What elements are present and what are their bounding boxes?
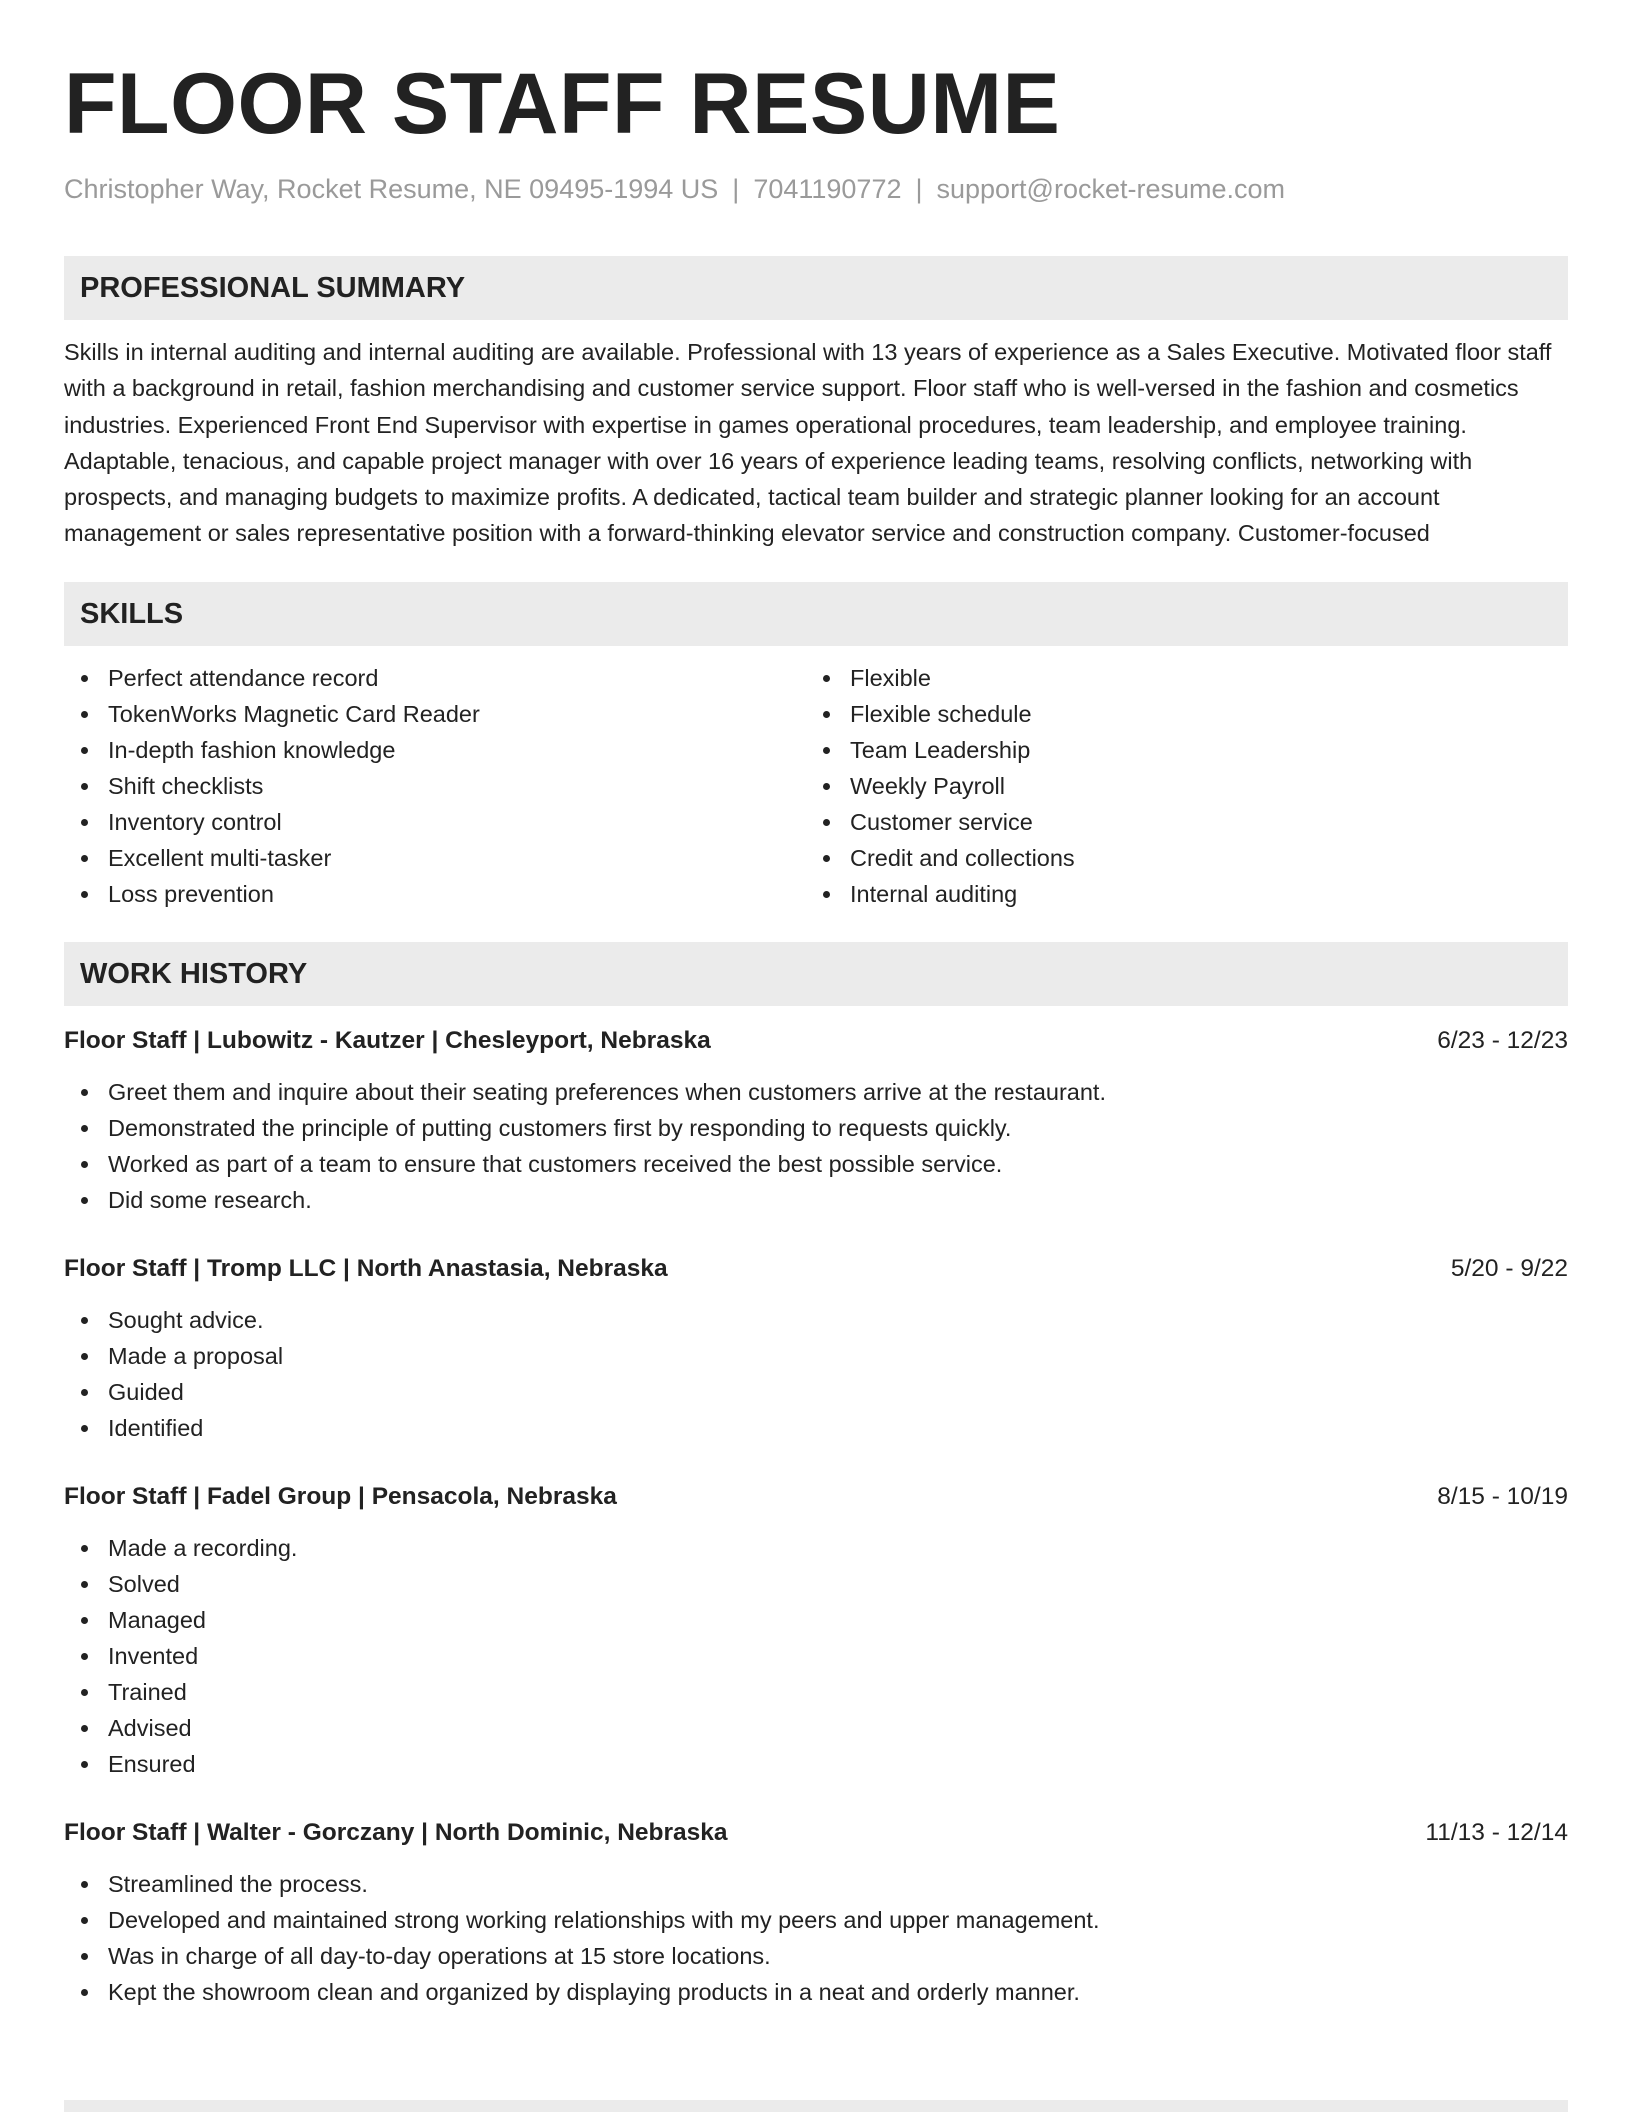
job-bullet: Developed and maintained strong working relationships with my peers and upper management. [64, 1902, 1568, 1938]
job-bullet: Made a recording. [64, 1530, 1568, 1566]
skill-item: Inventory control [64, 804, 806, 840]
job-bullets [64, 1866, 1568, 2010]
resume-title: FLOOR STAFF RESUME [64, 56, 1061, 152]
skills-column-right [806, 660, 1548, 912]
job-dates: 6/23 - 12/23 [1437, 1026, 1568, 1054]
job-entry [64, 1252, 1568, 1446]
job-bullet: Streamlined the process. [64, 1866, 1568, 1902]
skill-item: Internal auditing [806, 876, 1548, 912]
skill-item: Credit and collections [806, 840, 1548, 876]
skills-column-left [64, 660, 806, 912]
job-bullet: Was in charge of all day-to-day operations at 15 store locations. [64, 1938, 1568, 1974]
skill-item: Excellent multi-tasker [64, 840, 806, 876]
job-bullets [64, 1530, 1568, 1782]
job-dates: 5/20 - 9/22 [1450, 1254, 1568, 1282]
job-bullet: Did some research. [64, 1182, 1568, 1218]
skill-item: Team Leadership [806, 732, 1548, 768]
job-title: Floor Staff | Walter - Gorczany | North Dominic, Nebraska [64, 1818, 728, 1846]
resume-page [64, 0, 1568, 2010]
job-bullet: Invented [64, 1638, 1568, 1674]
job-header [64, 1024, 1568, 1058]
job-title: Floor Staff | Lubowitz - Kautzer | Chesleyport, Nebraska [64, 1026, 711, 1054]
job-header [64, 1816, 1568, 1850]
skill-item: Flexible [806, 660, 1548, 696]
skill-item: TokenWorks Magnetic Card Reader [64, 696, 806, 732]
contact-separator: | [915, 174, 923, 204]
skill-item: Customer service [806, 804, 1548, 840]
job-bullet: Made a proposal [64, 1338, 1568, 1374]
contact-email: support@rocket-resume.com [936, 174, 1286, 204]
contact-line [64, 172, 1568, 206]
job-dates: 11/13 - 12/14 [1425, 1818, 1568, 1846]
job-bullet: Demonstrated the principle of putting customers first by responding to requests quickly. [64, 1110, 1568, 1146]
job-bullets [64, 1074, 1568, 1218]
job-header [64, 1252, 1568, 1286]
job-bullet: Trained [64, 1674, 1568, 1710]
job-title: Floor Staff | Tromp LLC | North Anastasia, Nebraska [64, 1254, 668, 1282]
contact-address: Christopher Way, Rocket Resume, NE 09495-1994 US [64, 174, 719, 204]
skills-list [64, 660, 1568, 912]
skill-item: Loss prevention [64, 876, 806, 912]
job-bullet: Managed [64, 1602, 1568, 1638]
job-header [64, 1480, 1568, 1514]
job-bullet: Guided [64, 1374, 1568, 1410]
job-dates: 8/15 - 10/19 [1437, 1482, 1568, 1510]
job-bullet: Sought advice. [64, 1302, 1568, 1338]
skill-item: Shift checklists [64, 768, 806, 804]
contact-separator: | [732, 174, 740, 204]
job-bullet: Worked as part of a team to ensure that customers received the best possible service. [64, 1146, 1568, 1182]
next-section-heading-band [64, 2100, 1568, 2112]
skill-item: Perfect attendance record [64, 660, 806, 696]
job-bullets [64, 1302, 1568, 1446]
summary-heading: PROFESSIONAL SUMMARY [64, 256, 1568, 320]
job-entry [64, 1024, 1568, 1218]
skill-item: Weekly Payroll [806, 768, 1548, 804]
job-entry [64, 1816, 1568, 2010]
skill-item: Flexible schedule [806, 696, 1548, 732]
job-bullet: Kept the showroom clean and organized by displaying products in a neat and orderly manner. [64, 1974, 1568, 2010]
work-history-heading: WORK HISTORY [64, 942, 1568, 1006]
job-entry [64, 1480, 1568, 1782]
job-bullet: Ensured [64, 1746, 1568, 1782]
job-bullet: Advised [64, 1710, 1568, 1746]
skill-item: In-depth fashion knowledge [64, 732, 806, 768]
job-title: Floor Staff | Fadel Group | Pensacola, Nebraska [64, 1482, 617, 1510]
summary-text: Skills in internal auditing and internal auditing are available. Professional with 13 years of experience as a Sales Executive. Motivated floor staff with a background in retail, fashion merchandising and customer service support. Floor staff who is well-versed in the fashion and cosmetics industries. Experienced Front End Supervisor with expertise in games operational procedures, team leadership, and employee training. Adaptable, tenacious, and capable project manager with over 16 years of experience leading teams, resolving conflicts, networking with prospects, and managing budgets to maximize profits. A dedicated, tactical team builder and strategic planner looking for an account management or sales representative position with a forward-thinking elevator service and construction company. Customer-focused [64, 339, 1552, 547]
skills-heading: SKILLS [64, 582, 1568, 646]
contact-phone: 7041190772 [753, 174, 902, 204]
job-bullet: Identified [64, 1410, 1568, 1446]
job-bullet: Greet them and inquire about their seating preferences when customers arrive at the restaurant. [64, 1074, 1568, 1110]
job-bullet: Solved [64, 1566, 1568, 1602]
